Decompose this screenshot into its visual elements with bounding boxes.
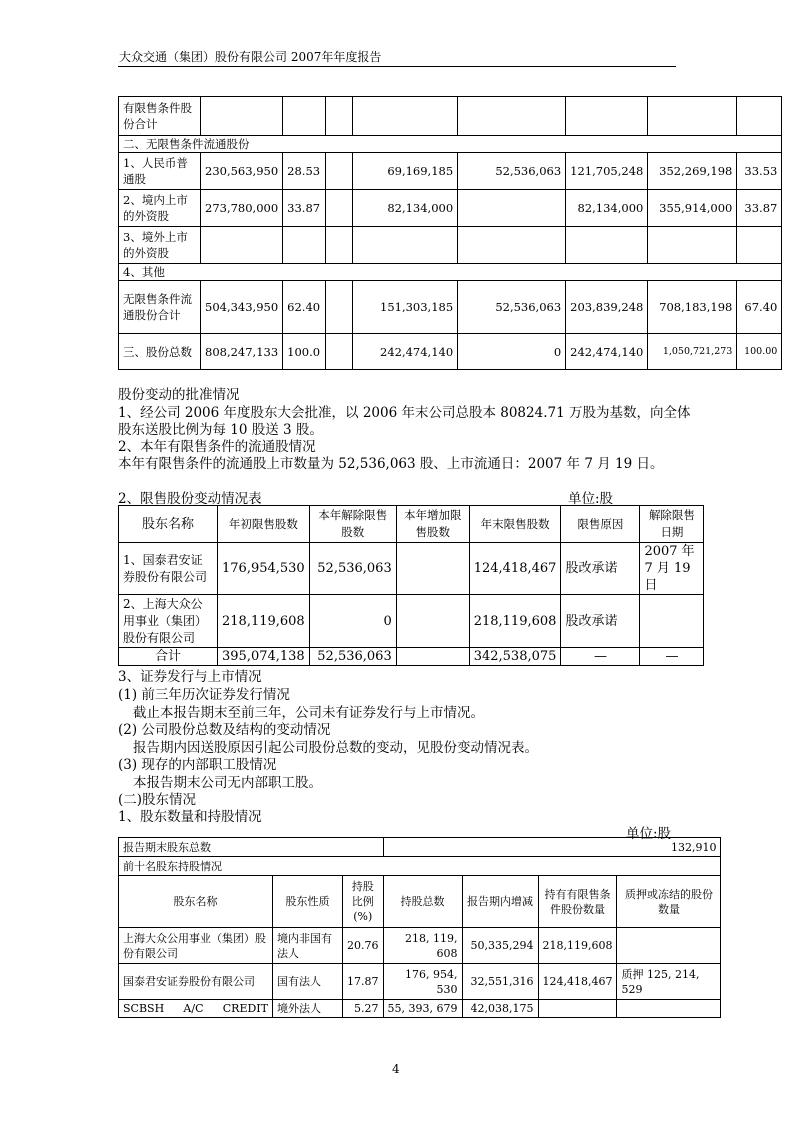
- table-cell: [396, 543, 469, 595]
- table-cell: 28.53: [283, 153, 326, 190]
- table-row: [119, 281, 782, 334]
- share-change-table: [118, 96, 782, 370]
- table-cell: [283, 227, 326, 264]
- table-row: [119, 838, 721, 857]
- table-cell: [326, 334, 353, 370]
- table-cell: 808,247,133: [201, 334, 283, 370]
- table-cell: 1,050,721,273: [648, 334, 737, 370]
- table-cell: 218,119,608: [538, 928, 617, 964]
- table-cell: 504,343,950: [201, 281, 283, 334]
- table-cell: [353, 227, 458, 264]
- table-cell: 股改承诺: [561, 543, 640, 595]
- table-cell: 355,914,000: [648, 190, 737, 227]
- text-line: (3) 现存的内部职工股情况: [118, 757, 277, 773]
- table-row: [119, 153, 782, 190]
- table-cell: 52,536,063: [309, 648, 396, 666]
- table-cell: [326, 153, 353, 190]
- table-cell: 2007 年 7 月 19 日: [640, 543, 704, 595]
- table-cell: 151,303,185: [353, 281, 458, 334]
- table-row: [119, 543, 704, 595]
- table-cell: 176, 954, 530: [383, 964, 462, 1000]
- table-header-cell: 股东名称: [119, 876, 273, 928]
- table-cell: 203,839,248: [566, 281, 648, 334]
- table-cell: [458, 190, 566, 227]
- table-cell: 上海大众公用事业（集团）股份有限公司: [119, 928, 273, 964]
- table-row: [119, 857, 721, 876]
- text-line: 2、本年有限售条件的流通股情况: [118, 439, 316, 455]
- table-total-row: [119, 648, 704, 666]
- table-cell: 42,038,175: [462, 1000, 538, 1018]
- table-cell: 124,418,467: [469, 543, 561, 595]
- table-cell: [396, 648, 469, 666]
- table-header-cell: 持有有限售条件股份数量: [538, 876, 617, 928]
- table-cell: 32,551,316: [462, 964, 538, 1000]
- table-cell: 52,536,063: [458, 153, 566, 190]
- table-cell: 242,474,140: [353, 334, 458, 370]
- table-cell: [326, 97, 353, 136]
- text-line: 本年有限售条件的流通股上市数量为 52,536,063 股、上市流通日：2007 年 7 月 19 日。: [118, 456, 664, 472]
- table-header-cell: 报告期内增减: [462, 876, 538, 928]
- table-cell: 无限售条件流通股份合计: [119, 281, 201, 334]
- table-cell: —: [561, 648, 640, 666]
- total-holders-value: 132,910: [383, 838, 721, 857]
- table-cell: 52,536,063: [309, 543, 396, 595]
- table-cell: 273,780,000: [201, 190, 283, 227]
- table-cell: 17.87: [343, 964, 384, 1000]
- table-cell: [201, 97, 283, 136]
- table-cell: 50,335,294: [462, 928, 538, 964]
- table-cell: 境内非国有法人: [273, 928, 343, 964]
- section-row-label: 4、其他: [119, 264, 782, 281]
- table-cell: [566, 227, 648, 264]
- table-cell: 55, 393, 679: [383, 1000, 462, 1018]
- table-cell: 合计: [119, 648, 218, 666]
- table-cell: 2、境内上市的外资股: [119, 190, 201, 227]
- table-header-cell: 年末限售股数: [469, 506, 561, 543]
- table-cell: 52,536,063: [458, 281, 566, 334]
- table-cell: 33.87: [737, 190, 782, 227]
- table-cell: [396, 595, 469, 648]
- table-cell: 121,705,248: [566, 153, 648, 190]
- table-cell: [458, 227, 566, 264]
- text-line: (二)股东情况: [118, 792, 197, 808]
- table-header-cell: 本年增加限售股数: [396, 506, 469, 543]
- table-cell: 1、国泰君安证券股份有限公司: [119, 543, 218, 595]
- page-number: 4: [392, 1062, 400, 1076]
- section-row-label: 二、无限售条件流通股份: [119, 136, 782, 153]
- table-cell: 0: [458, 334, 566, 370]
- table-cell: 62.40: [283, 281, 326, 334]
- table-row: [119, 190, 782, 227]
- table-cell: 342,538,075: [469, 648, 561, 666]
- table-row: [119, 964, 721, 1000]
- table-cell: 218,119,608: [218, 595, 310, 648]
- table-cell: SCBSH A/C CREDIT: [119, 1000, 273, 1018]
- table-cell: [201, 227, 283, 264]
- text-line: 1、股东数量和持股情况: [118, 809, 262, 825]
- table-cell: 5.27: [343, 1000, 384, 1018]
- table3-unit: 单位:股: [626, 826, 672, 842]
- text-line: 截止本报告期末至前三年，公司未有证券发行与上市情况。: [133, 705, 484, 721]
- text-line: 3、证券发行与上市情况: [118, 669, 262, 685]
- table-header-cell: 持股比例(%): [343, 876, 384, 928]
- table-cell: 352,269,198: [648, 153, 737, 190]
- table2-unit: 单位:股: [568, 491, 614, 507]
- text-line: (1) 前三年历次证券发行情况: [118, 687, 290, 703]
- table-cell: 33.87: [283, 190, 326, 227]
- table-cell: 3、境外上市的外资股: [119, 227, 201, 264]
- table-row: [119, 595, 704, 648]
- table-cell: [538, 1000, 617, 1018]
- table-cell: 20.76: [343, 928, 384, 964]
- table-row: [119, 334, 782, 370]
- table-header-row: [119, 506, 704, 543]
- table-header-cell: 质押或冻结的股份数量: [617, 876, 721, 928]
- table-cell: 242,474,140: [566, 334, 648, 370]
- table-cell: [617, 1000, 721, 1018]
- table-cell: [648, 97, 737, 136]
- table-row: [119, 97, 782, 136]
- table-cell: 股改承诺: [561, 595, 640, 648]
- table-cell: [737, 97, 782, 136]
- text-line: 股东送股比例为每 10 股送 3 股。: [118, 422, 323, 438]
- table-cell: [737, 227, 782, 264]
- table-cell: 176,954,530: [218, 543, 310, 595]
- table-header-cell: 股东名称: [119, 506, 218, 543]
- table-cell: 100.0: [283, 334, 326, 370]
- table-cell: 218,119,608: [469, 595, 561, 648]
- header-rule: [118, 66, 676, 67]
- table-cell: 质押 125, 214, 529: [617, 964, 721, 1000]
- table-header-cell: 限售原因: [561, 506, 640, 543]
- table-cell: [617, 928, 721, 964]
- table-cell: 三、股份总数: [119, 334, 201, 370]
- table-cell: 33.53: [737, 153, 782, 190]
- table-cell: 395,074,138: [218, 648, 310, 666]
- table-cell: —: [640, 648, 704, 666]
- table-cell: 国泰君安证券股份有限公司: [119, 964, 273, 1000]
- table-cell: 124,418,467: [538, 964, 617, 1000]
- table-row: [119, 264, 782, 281]
- table-cell: 69,169,185: [353, 153, 458, 190]
- table-cell: 国有法人: [273, 964, 343, 1000]
- table-cell: [326, 190, 353, 227]
- text-line: 报告期内因送股原因引起公司股份总数的变动，见股份变动情况表。: [133, 740, 538, 756]
- restricted-shares-table: [118, 505, 704, 666]
- table-row: [119, 928, 721, 964]
- text-line: 本报告期末公司无内部职工股。: [133, 775, 322, 791]
- table-header-cell: 本年解除限售股数: [309, 506, 396, 543]
- table-cell: 1、人民币普通股: [119, 153, 201, 190]
- table-cell: [353, 97, 458, 136]
- table-row: [119, 1000, 721, 1018]
- table-cell: 230,563,950: [201, 153, 283, 190]
- page-header-title: 大众交通（集团）股份有限公司 2007年年度报告: [119, 50, 382, 64]
- table-row: [119, 136, 782, 153]
- table-row: [119, 227, 782, 264]
- table-header-cell: 年初限售股数: [218, 506, 310, 543]
- top10-label: 前十名股东持股情况: [119, 857, 721, 876]
- total-holders-label: 报告期末股东总数: [119, 838, 384, 857]
- text-line: 1、经公司 2006 年度股东大会批准，以 2006 年末公司总股本 80824.71 万股为基数，向全体: [118, 405, 691, 421]
- text-line: 股份变动的批准情况: [118, 387, 240, 403]
- table2-title: 2、限售股份变动情况表: [118, 491, 262, 507]
- table-cell: 218, 119, 608: [383, 928, 462, 964]
- table-cell: 708,183,198: [648, 281, 737, 334]
- table-cell: [326, 227, 353, 264]
- table-cell: 0: [309, 595, 396, 648]
- table-cell: [458, 97, 566, 136]
- table-cell: 境外法人: [273, 1000, 343, 1018]
- table-cell: [326, 281, 353, 334]
- table-cell: 82,134,000: [566, 190, 648, 227]
- text-line: (2) 公司股份总数及结构的变动情况: [118, 722, 331, 738]
- table-cell: 有限售条件股份合计: [119, 97, 201, 136]
- table-cell: 82,134,000: [353, 190, 458, 227]
- table-cell: [640, 595, 704, 648]
- table-header-cell: 持股总数: [383, 876, 462, 928]
- table-header-row: [119, 876, 721, 928]
- table-cell: [648, 227, 737, 264]
- table-cell: [283, 97, 326, 136]
- table-cell: 2、上海大众公用事业（集团）股份有限公司: [119, 595, 218, 648]
- table-cell: 67.40: [737, 281, 782, 334]
- shareholders-table: [118, 837, 721, 1018]
- table-header-cell: 解除限售日期: [640, 506, 704, 543]
- table-cell: [566, 97, 648, 136]
- table-cell: 100.00: [737, 334, 782, 370]
- table-header-cell: 股东性质: [273, 876, 343, 928]
